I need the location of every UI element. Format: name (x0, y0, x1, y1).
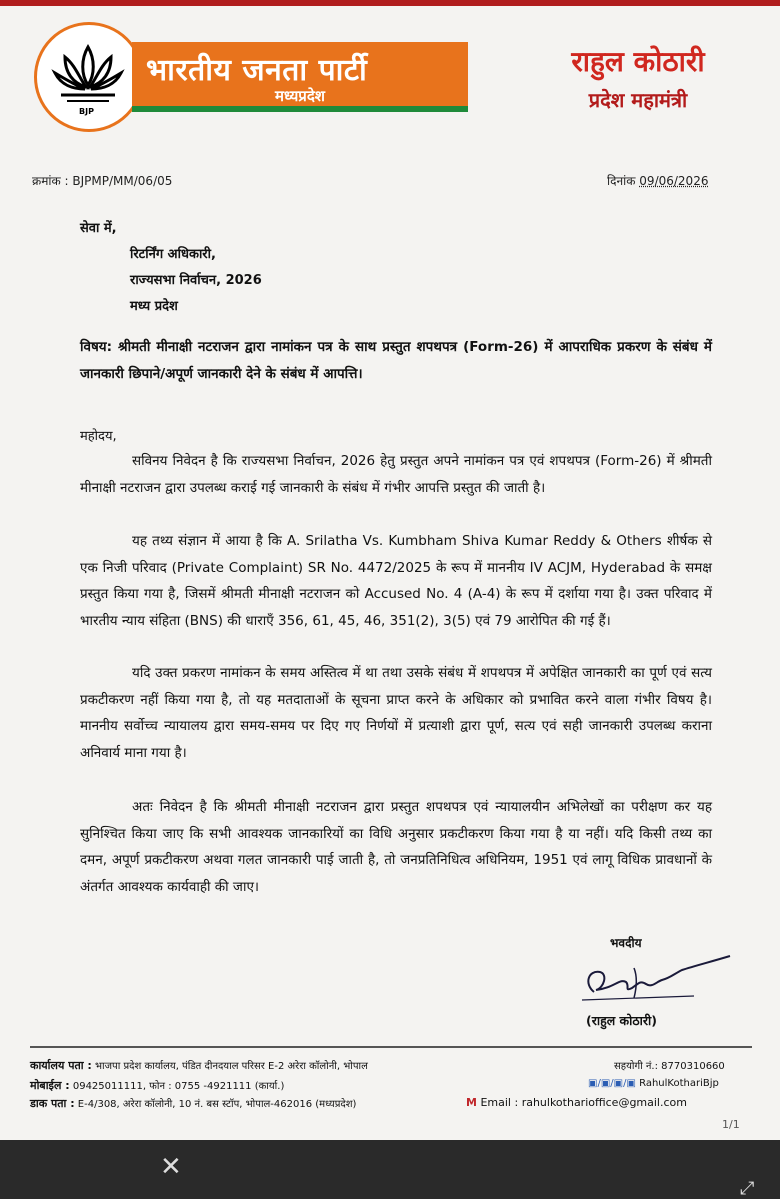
letter-date (607, 172, 708, 189)
top-accent-bar (0, 0, 780, 6)
party-state: मध्यप्रदेश (274, 87, 325, 105)
post-value: E-4/308, अरेरा कॉलोनी, 10 नं. बस स्टॉप, भोपाल-462016 (मध्यप्रदेश) (77, 1099, 357, 1110)
logo-label: BJP (79, 107, 94, 116)
footer-office (30, 1058, 368, 1073)
ref-value: BJPMP/MM/06/05 (72, 174, 173, 188)
date-value: 09/06/2026 (639, 174, 709, 188)
social-icons: ▣/▣/▣/▣ (588, 1078, 636, 1089)
greeting: महोदय, (80, 429, 117, 444)
social-value: RahulKothariBjp (639, 1078, 719, 1089)
footer-social (588, 1078, 719, 1089)
viewer-bottom-bar (0, 1140, 780, 1199)
post-label: डाक पता : (30, 1097, 75, 1110)
party-band (132, 42, 468, 112)
footer-email (466, 1096, 687, 1109)
footer-assistant (614, 1058, 725, 1072)
address-line-2: राज्यसभा निर्वाचन, 2026 (130, 273, 262, 288)
mail-icon: M (466, 1096, 477, 1109)
party-name: भारतीय जनता पार्टी (146, 53, 368, 88)
valediction: भवदीय (610, 936, 642, 950)
address-to: सेवा में, (80, 221, 117, 236)
mobile-value: 09425011111, फोन : 0755 -4921111 (कार्या.) (72, 1081, 285, 1092)
assistant-value: 8770310660 (661, 1061, 725, 1072)
lotus-icon (51, 39, 125, 113)
viewer-back-icon[interactable]: ✕ (160, 1152, 182, 1182)
subject (80, 334, 712, 387)
page-number: 1/1 (722, 1118, 740, 1131)
signatory-name: (राहुल कोठारी) (586, 1013, 657, 1028)
leader-title: प्रदेश महामंत्री (588, 88, 688, 112)
paragraph-2: यह तथ्य संज्ञान में आया है कि A. Srilatha Vs. Kumbham Shiva Kumar Reddy & Others शीर्षक से एक निजी परिवाद (Private Complaint) SR No. 4472/2025 के रूप में माननीय IV ACJM, Hyderabad के समक्ष प्रस्तुत किया गया है, जिसमें श्रीमती मीनाक्षी नटराजन को Accused No. 4 (A-4) के रूप में दर्शाया गया है। उक्त परिवाद में भारतीय न्याय संहिता (BNS) की धाराएँ 356, 61, 45, 46, 351(2), 3(5) एवं 79 आरोपित की गई हैं। (80, 533, 712, 629)
paragraph-3: यदि उक्त प्रकरण नामांकन के समय अस्तित्व में था तथा उसके संबंध में शपथपत्र में अपेक्षित जानकारी का पूर्ण एवं सत्य प्रकटीकरण नहीं किया गया है, तो यह मतदाताओं के सूचना प्राप्त करने के अधिकार को प्रभावित करने वाला गंभीर विषय है। माननीय सर्वोच्च न्यायालय द्वारा समय-समय पर दिए गए निर्णयों में प्रत्याशी द्वारा पूर्ण, सत्य एवं सही जानकारी उपलब्ध कराना अनिवार्य माना गया है। (80, 665, 712, 761)
green-stripe (132, 106, 468, 112)
reference-number (32, 172, 172, 189)
email-label: Email : (480, 1096, 519, 1109)
subject-text: श्रीमती मीनाक्षी नटराजन द्वारा नामांकन पत्र के साथ प्रस्तुत शपथपत्र (Form-26) में आपराधिक प्रकरण के संबंध में जानकारी छिपाने/अपूर्ण जानकारी देने के संबंध में आपत्ति। (80, 339, 712, 382)
address-line-3: मध्य प्रदेश (130, 299, 178, 314)
assistant-label: सहयोगी नं.: (614, 1061, 658, 1072)
signature-image (574, 948, 734, 1008)
paragraph-1: सविनय निवेदन है कि राज्यसभा निर्वाचन, 2026 हेतु प्रस्तुत अपने नामांकन पत्र एवं शपथपत्र (Form-26) में श्रीमती मीनाक्षी नटराजन द्वारा उपलब्ध कराई गई जानकारी के संबंध में गंभीर आपत्ति प्रस्तुत की जाती है। (80, 453, 712, 496)
date-label: दिनांक (607, 174, 636, 188)
footer-mobile (30, 1078, 284, 1093)
office-value: भाजपा प्रदेश कार्यालय, पंडित दीनदयाल परिसर E-2 अरेरा कॉलोनी, भोपाल (94, 1061, 368, 1072)
bjp-logo (34, 22, 144, 132)
footer-post (30, 1096, 356, 1111)
office-label: कार्यालय पता : (30, 1059, 92, 1072)
leader-name: राहुल कोठारी (571, 45, 705, 78)
ref-label: क्रमांक : (32, 174, 69, 188)
footer-divider (30, 1046, 752, 1048)
viewer-resize-icon[interactable]: ⤢ (740, 1178, 755, 1199)
subject-label: विषय: (80, 339, 113, 355)
mobile-label: मोबाईल : (30, 1079, 70, 1092)
address-line-1: रिटर्निंग अधिकारी, (130, 247, 216, 262)
email-value: rahulkotharioffice@gmail.com (521, 1096, 687, 1109)
paragraph-4: अतः निवेदन है कि श्रीमती मीनाक्षी नटराजन द्वारा प्रस्तुत शपथपत्र एवं न्यायालयीन अभिलेखों का परीक्षण कर यह सुनिश्चित किया जाए कि सभी आवश्यक जानकारियों का विधि अनुसार प्रकटीकरण किया गया है या नहीं। यदि किसी तथ्य का दमन, अपूर्ण प्रकटीकरण अथवा गलत जानकारी पाई जाती है, तो जनप्रतिनिधित्व अधिनियम, 1951 एवं लागू विधिक प्रावधानों के अंतर्गत आवश्यक कार्यवाही की जाए। (80, 799, 712, 895)
